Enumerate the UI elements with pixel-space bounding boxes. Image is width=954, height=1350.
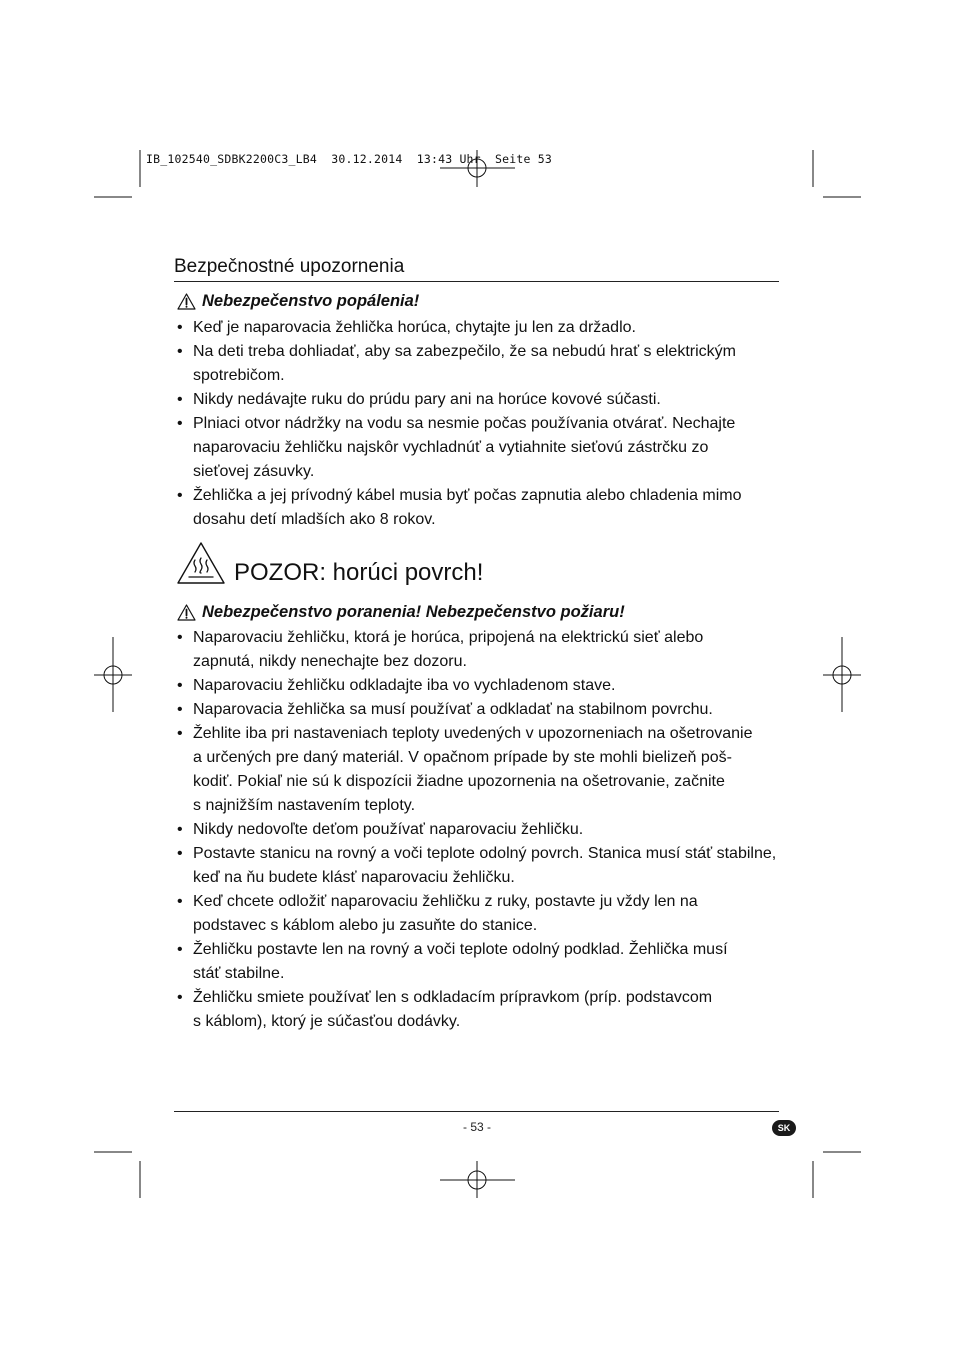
list-item-line: s káblom), ktorý je súčasťou dodávky.	[193, 1013, 461, 1030]
list-item	[174, 890, 784, 938]
burn-warning-title: Nebezpečenstvo popálenia!	[202, 292, 420, 310]
list-item-line: Keď je naparovacia žehlička horúca, chytajte ju len za držadlo.	[193, 319, 636, 336]
list-item-line: Žehlička a jej prívodný kábel musia byť počas zapnutia alebo chladenia mimo	[193, 487, 742, 504]
warning-triangle-icon	[177, 293, 196, 310]
language-badge: SK	[772, 1120, 796, 1136]
warning-triangle-icon	[177, 604, 196, 621]
list-item	[174, 986, 784, 1034]
list-item	[174, 818, 784, 842]
list-item-line: podstavec s káblom alebo ju zasuňte do stanice.	[193, 917, 538, 934]
injury-warning-title: Nebezpečenstvo poranenia! Nebezpečenstvo požiaru!	[202, 603, 625, 621]
list-item	[174, 842, 784, 890]
list-item-line: s najnižším nastavením teploty.	[193, 797, 416, 814]
list-item-line: Na deti treba dohliadať, aby sa zabezpečilo, že sa nebudú hrať s elektrickým	[193, 343, 736, 360]
footer-rule	[174, 1111, 779, 1112]
list-item	[174, 484, 784, 532]
list-item-line: Plniaci otvor nádržky na vodu sa nesmie počas používania otvárať. Nechajte	[193, 415, 736, 432]
list-item	[174, 412, 784, 484]
list-item	[174, 388, 784, 412]
hot-surface-warning	[176, 541, 483, 585]
section-title: Bezpečnostné upozornenia	[174, 256, 405, 277]
list-item-line: kodiť. Pokiaľ nie sú k dispozícii žiadne upozornenia na ošetrovanie, začnite	[193, 773, 725, 790]
page-number: - 53 -	[462, 1120, 491, 1134]
list-item-line: Naparovaciu žehličku, ktorá je horúca, pripojená na elektrickú sieť alebo	[193, 629, 704, 646]
list-item-line: Žehlite iba pri nastaveniach teploty uvedených v upozorneniach na ošetrovanie	[193, 725, 753, 742]
list-item-line: Žehličku postavte len na rovný a voči teplote odolný podklad. Žehlička musí	[193, 941, 728, 958]
list-item-line: keď na ňu budete klásť naparovaciu žehličku.	[193, 869, 515, 886]
list-item-line: spotrebičom.	[193, 367, 285, 384]
injury-warning-list	[174, 626, 784, 1034]
list-item-line: stáť stabilne.	[193, 965, 285, 982]
hot-surface-text: POZOR: horúci povrch!	[234, 559, 484, 586]
list-item-line: a určených pre daný materiál. V opačnom prípade by ste mohli bielizeň poš-	[193, 749, 732, 766]
list-item-line: Naparovacia žehlička sa musí používať a odkladať na stabilnom povrchu.	[193, 701, 713, 718]
list-item-line: Postavte stanicu na rovný a voči teplote odolný povrch. Stanica musí stáť stabilne,	[193, 845, 777, 862]
list-item	[174, 938, 784, 986]
section-rule	[174, 281, 779, 282]
list-item-line: zapnutá, nikdy nenechajte bez dozoru.	[193, 653, 467, 670]
list-item-line: sieťovej zásuvky.	[193, 463, 315, 480]
list-item-line: naparovaciu žehličku najskôr vychladnúť a vytiahnite sieťovú zástrčku zo	[193, 439, 709, 456]
list-item-line: Keď chcete odložiť naparovaciu žehličku z ruky, postavte ju vždy len na	[193, 893, 698, 910]
list-item-line: dosahu detí mladších ako 8 rokov.	[193, 511, 436, 528]
burn-warning-list	[174, 316, 784, 532]
list-item	[174, 722, 784, 818]
list-item-line: Nikdy nedovoľte deťom používať naparovaciu žehličku.	[193, 821, 584, 838]
list-item-line: Nikdy nedávajte ruku do prúdu pary ani na horúce kovové súčasti.	[193, 391, 661, 408]
list-item-line: Žehličku smiete používať len s odkladacím prípravkom (príp. podstavcom	[193, 989, 713, 1006]
injury-warning-heading	[177, 603, 625, 622]
list-item	[174, 698, 784, 722]
list-item	[174, 316, 784, 340]
burn-warning-heading	[177, 292, 419, 311]
list-item-line: Naparovaciu žehličku odkladajte iba vo vychladenom stave.	[193, 677, 616, 694]
print-slug: IB_102540_SDBK2200C3_LB4 30.12.2014 13:43 Uhr Seite 53	[146, 152, 553, 166]
list-item	[174, 674, 784, 698]
list-item	[174, 340, 784, 388]
list-item	[174, 626, 784, 674]
hot-surface-icon	[176, 541, 226, 585]
